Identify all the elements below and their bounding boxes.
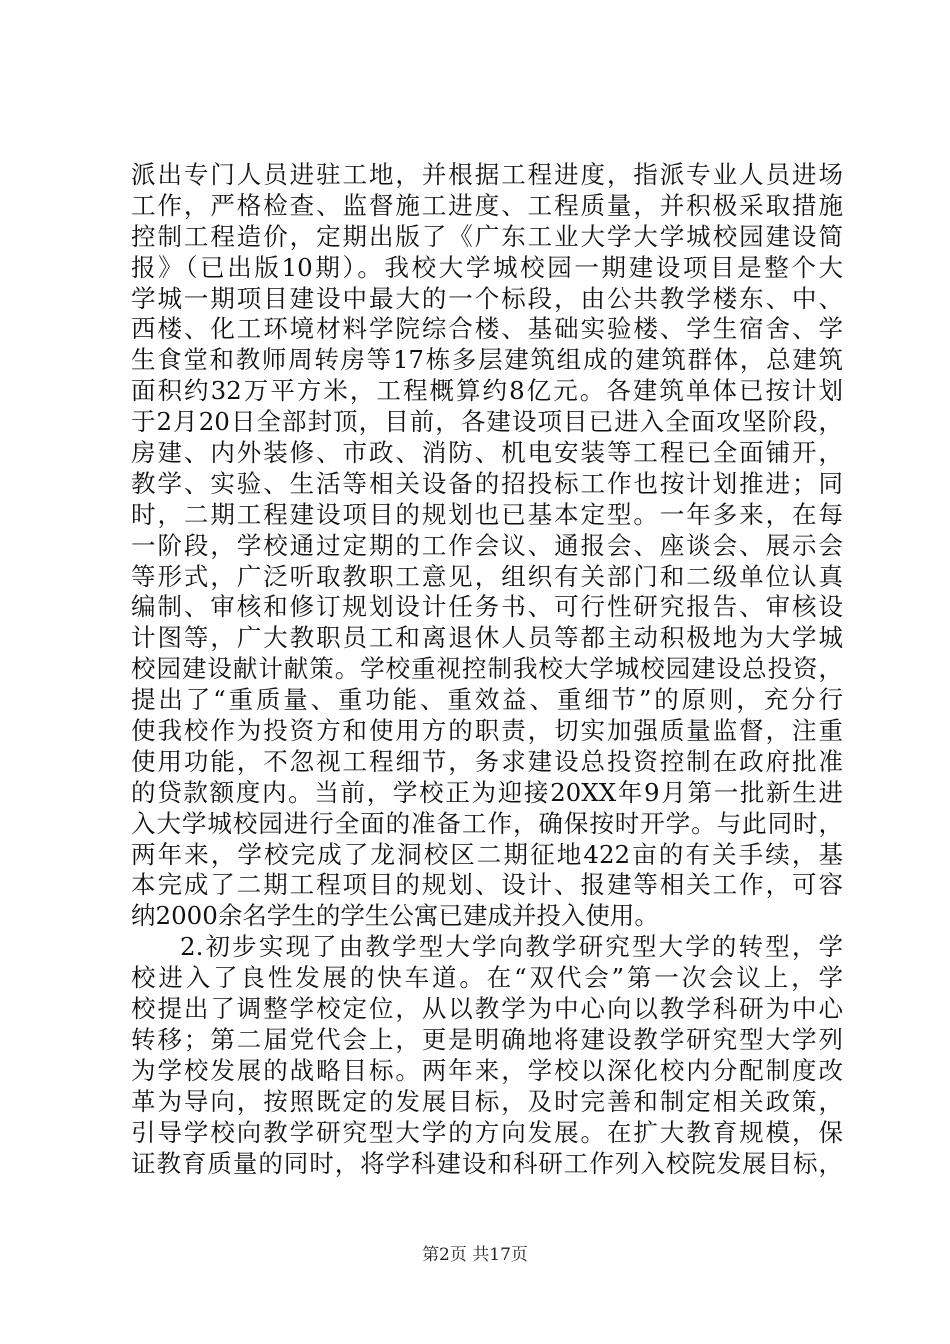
page-footer <box>0 1244 950 1266</box>
text-line: 校提出了调整学校定位，从以教学为中心向以教学科研为中心 <box>131 994 843 1024</box>
text-line: 的贷款额度内。当前，学校正为迎接20XX年9月第一批新生进 <box>131 777 843 807</box>
text-line: 本完成了二期工程项目的规划、设计、报建等相关工作，可容 <box>131 870 843 900</box>
text-line: 纳2000余名学生的学生公寓已建成并投入使用。 <box>131 901 659 931</box>
text-line: 使用功能，不忽视工程细节，务求建设总投资控制在政府批准 <box>131 746 843 776</box>
text-line: 学城一期项目建设中最大的一个标段，由公共教学楼东、中、 <box>131 283 843 313</box>
text-line: 2.初步实现了由教学型大学向教学研究型大学的转型，学 <box>180 932 843 962</box>
text-line: 报》（已出版10期）。我校大学城校园一期建设项目是整个大 <box>131 252 843 282</box>
text-line: 编制、审核和修订规划设计任务书、可行性研究报告、审核设 <box>131 592 843 622</box>
text-line: 西楼、化工环境材料学院综合楼、基础实验楼、学生宿舍、学 <box>131 314 843 344</box>
text-line: 房建、内外装修、市政、消防、机电安装等工程已全面铺开， <box>131 438 843 468</box>
text-line: 教学、实验、生活等相关设备的招投标工作也按计划推进；同 <box>131 468 843 498</box>
text-line: 两年来，学校完成了龙洞校区二期征地422亩的有关手续，基 <box>131 839 843 869</box>
text-line: 引导学校向教学研究型大学的方向发展。在扩大教育规模，保 <box>131 1117 843 1147</box>
paragraph-2 <box>131 932 843 1179</box>
page-number: 第2页 共17页 <box>422 1245 528 1265</box>
text-line: 入大学城校园进行全面的准备工作，确保按时开学。与此同时， <box>131 808 843 838</box>
text-line: 于2月20日全部封顶，目前，各建设项目已进入全面攻坚阶段， <box>131 407 843 437</box>
text-line: 革为导向，按照既定的发展目标，及时完善和制定相关政策， <box>131 1086 843 1116</box>
text-line: 控制工程造价，定期出版了《广东工业大学大学城校园建设简 <box>131 221 843 251</box>
text-line: 派出专门人员进驻工地，并根据工程进度，指派专业人员进场 <box>131 160 843 189</box>
text-line: 证教育质量的同时，将学科建设和科研工作列入校院发展目标， <box>131 1148 843 1178</box>
text-line: 使我校作为投资方和使用方的职责，切实加强质量监督，注重 <box>131 716 843 746</box>
text-line: 校园建设献计献策。学校重视控制我校大学城校园建设总投资， <box>131 654 843 684</box>
text-line: 工作，严格检查、监督施工进度、工程质量，并积极采取措施 <box>131 190 843 220</box>
text-line: 时，二期工程建设项目的规划也已基本定型。一年多来，在每 <box>131 499 843 529</box>
text-line: 生食堂和教师周转房等17栋多层建筑组成的建筑群体，总建筑 <box>131 345 843 375</box>
text-line: 计图等，广大教职员工和离退休人员等都主动积极地为大学城 <box>131 623 843 653</box>
text-line: 校进入了良性发展的快车道。在“双代会”第一次会议上，学 <box>131 963 843 993</box>
paragraph-1 <box>131 160 843 932</box>
document-body <box>131 160 843 1179</box>
text-line: 转移；第二届党代会上，更是明确地将建设教学研究型大学列 <box>131 1024 843 1054</box>
text-line: 提出了“重质量、重功能、重效益、重细节”的原则，充分行 <box>131 685 843 715</box>
text-line: 为学校发展的战略目标。两年来，学校以深化校内分配制度改 <box>131 1055 843 1085</box>
text-line: 一阶段，学校通过定期的工作会议、通报会、座谈会、展示会 <box>131 530 843 560</box>
text-line: 面积约32万平方米，工程概算约8亿元。各建筑单体已按计划 <box>131 376 843 406</box>
text-line: 等形式，广泛听取教职工意见，组织有关部门和二级单位认真 <box>131 561 843 591</box>
